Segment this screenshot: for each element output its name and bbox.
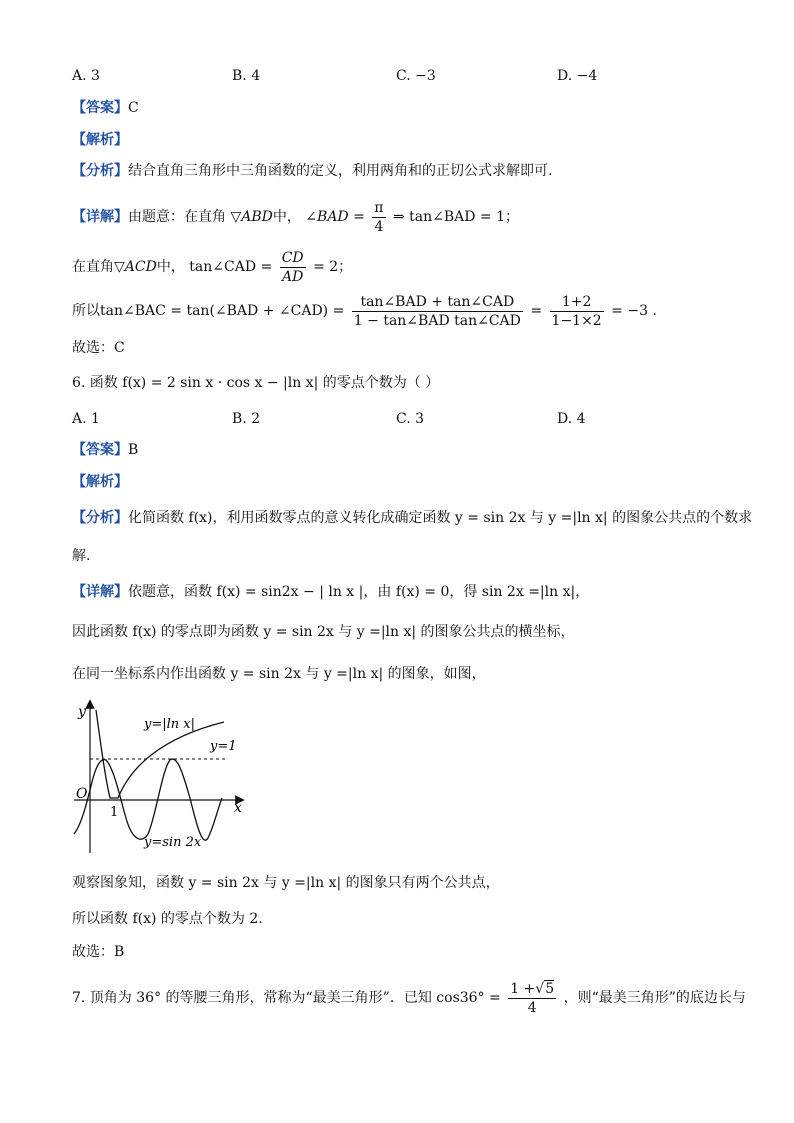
tick-one-label: 1 — [110, 805, 119, 820]
analysis-tag: 【解析】 — [72, 132, 128, 148]
triangle-abd: ▽ABD — [230, 209, 273, 225]
q5-option-d: D. −4 — [557, 68, 598, 84]
detail-tag: 【详解】 — [72, 584, 128, 600]
pi-over-four — [372, 199, 385, 236]
ad: AD — [281, 268, 304, 285]
q5-option-b: B. 4 — [232, 68, 261, 84]
pi: π — [374, 199, 384, 216]
acd-tail: = 2； — [313, 259, 353, 275]
q6-fenxi — [72, 508, 752, 528]
analysis-tag: 【解析】 — [72, 474, 128, 490]
sum-tail: = −3 . — [611, 303, 657, 319]
q7-stem-pre: 7. 顶角为 36° 的等腰三角形，常称为“最美三角形”．已知 — [72, 990, 432, 1006]
function-graph — [70, 698, 250, 858]
q6-analysis-heading — [72, 472, 128, 492]
q6-answer — [72, 440, 138, 460]
sum-eq: = — [530, 303, 543, 319]
detail-mid: 中， — [272, 209, 301, 225]
q6-option-d: D. 4 — [557, 411, 586, 427]
ln-label: y=|ln x| — [144, 717, 195, 732]
detail-tail: ⇒ tan∠BAD = 1； — [392, 209, 520, 225]
acd-pre: 在直角 — [72, 259, 114, 275]
golden-fraction: $\frac{1 +√5}{4}$ — [510, 980, 555, 1016]
q6-conclusion: 所以函数 f(x) 的零点个数为 2. — [72, 911, 263, 927]
num2: 1+2 — [550, 293, 604, 312]
q6-line2: 因此函数 f(x) 的零点即为函数 y = sin 2x 与 y =|ln x| 的图象公共点的横坐标， — [72, 624, 575, 640]
tan-cad: tan∠CAD = — [189, 259, 273, 275]
q5-fenxi — [72, 161, 552, 181]
q5-sum — [72, 291, 657, 331]
q6-line3: 在同一坐标系内作出函数 y = sin 2x 与 y =|ln x| 的图象，如图， — [72, 666, 486, 682]
fenxi-tag: 【分析】 — [72, 163, 128, 179]
numeric-fraction — [550, 293, 604, 330]
sum-pre: 所以 — [72, 303, 100, 319]
answer-value: C — [128, 100, 139, 116]
q5-answer — [72, 98, 139, 118]
den2: 1−1×2 — [551, 312, 602, 329]
answer-value: B — [128, 442, 139, 458]
den: 4 — [527, 999, 537, 1016]
num-a: 1 + — [510, 980, 536, 997]
q6-detail — [72, 582, 589, 602]
q7-stem-tail: ，则“最美三角形”的底边长与 — [563, 990, 746, 1006]
triangle-acd: ▽ACD — [114, 259, 157, 275]
q6-stem: 6. 函数 f(x) = 2 sin x · cos x − |ln x| 的零点个数为（ ） — [72, 375, 440, 391]
q6-observation: 观察图象知，函数 y = sin 2x 与 y =|ln x| 的图象只有两个公共点， — [72, 875, 500, 891]
sin-label: y=sin 2x — [144, 835, 202, 850]
fenxi-tag: 【分析】 — [72, 510, 128, 526]
origin-label: O — [76, 786, 88, 802]
q6-option-c: C. 3 — [396, 411, 425, 427]
detail-tag: 【详解】 — [72, 209, 128, 225]
x-axis-label: x — [234, 800, 242, 816]
answer-tag: 【答案】 — [72, 442, 128, 458]
y-one-label: y=1 — [210, 739, 237, 754]
q6-option-a: A. 1 — [72, 411, 100, 427]
num-b: 5 — [545, 980, 555, 997]
four: 4 — [374, 218, 384, 235]
q5-option-c: C. −3 — [396, 68, 436, 84]
sum-expr: tan∠BAC = tan(∠BAD + ∠CAD) = — [100, 303, 345, 319]
q6-fenxi-cont: 解. — [72, 548, 91, 564]
sum-num: tan∠BAD + tan∠CAD — [352, 293, 523, 312]
q7-cos: cos36° = — [436, 990, 501, 1006]
q6-choose: 故选：B — [72, 944, 125, 960]
cd: CD — [281, 249, 304, 266]
detail-pre: 由题意：在直角 — [128, 209, 226, 225]
acd-mid: 中， — [156, 259, 185, 275]
cd-over-ad — [280, 249, 306, 286]
q5-choose: 故选：C — [72, 340, 125, 356]
q5-acd — [72, 247, 352, 287]
detail-text: 依题意，函数 f(x) = sin2x − | ln x |，由 f(x) = 0，得 sin 2x =|ln x|， — [128, 584, 590, 600]
fenxi-text: 结合直角三角形中三角函数的定义，利用两角和的正切公式求解即可. — [128, 163, 553, 179]
q6-option-b: B. 2 — [232, 411, 261, 427]
q7-stem — [72, 978, 746, 1018]
answer-tag: 【答案】 — [72, 100, 128, 116]
q5-detail — [72, 198, 519, 236]
sum-den: 1 − tan∠BAD tan∠CAD — [353, 312, 521, 329]
sum-fraction — [352, 293, 523, 330]
q5-analysis-heading — [72, 130, 128, 150]
y-axis-label: y — [78, 704, 86, 720]
angle-bad: ∠BAD = — [305, 209, 365, 225]
q5-option-a: A. 3 — [72, 68, 100, 84]
fenxi-text: 化简函数 f(x)，利用函数零点的意义转化成确定函数 y = sin 2x 与 y =|ln x| 的图象公共点的个数求 — [128, 510, 753, 526]
